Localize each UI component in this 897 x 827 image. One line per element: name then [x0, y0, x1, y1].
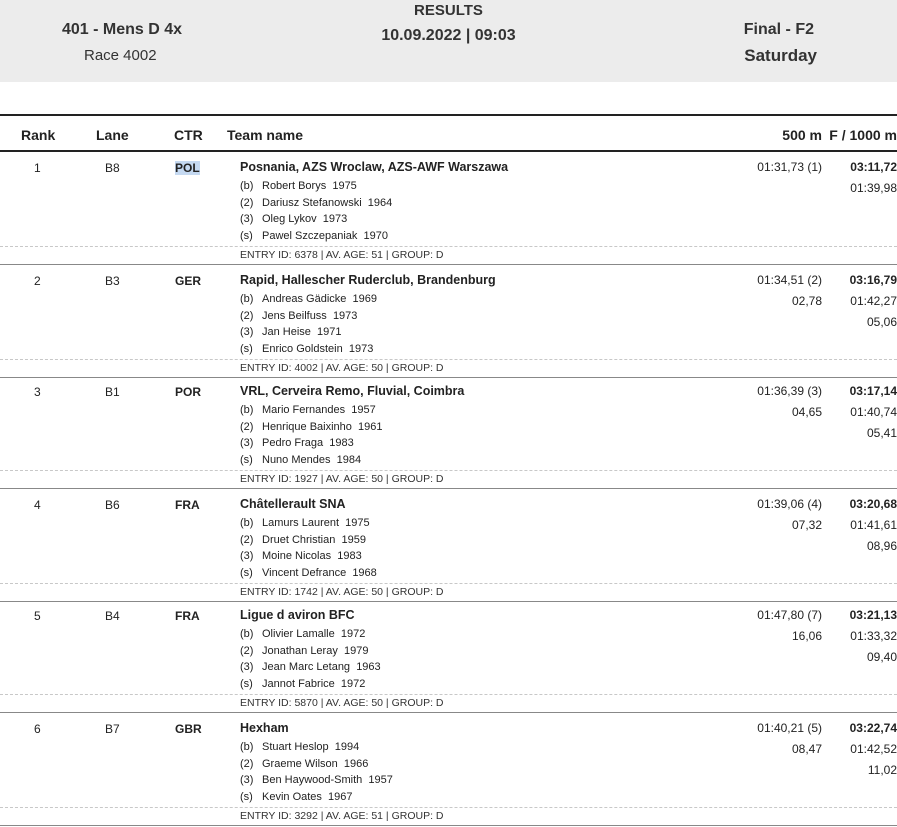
entry-info: ENTRY ID: 6378 | AV. AGE: 51 | GROUP: D [240, 249, 444, 261]
country-code: GER [175, 274, 202, 288]
split-500m [757, 381, 822, 422]
row-divider [0, 359, 897, 360]
country-code: FRA [175, 609, 200, 623]
crew-member [240, 548, 377, 565]
rower-name: Pedro Fraga [262, 437, 324, 449]
table-header [0, 114, 897, 152]
rower-name: Lamurs Laurent [262, 517, 340, 529]
crew-member [240, 178, 392, 195]
entry-info: ENTRY ID: 5870 | AV. AGE: 50 | GROUP: D [240, 697, 444, 709]
finish-value: 01:39,98 [850, 181, 897, 195]
split-500m-value: 01:31,73 (1) [757, 160, 822, 174]
crew-member [240, 435, 383, 452]
crew-member [240, 676, 381, 693]
seat-position: (2) [240, 309, 254, 322]
crew-member [240, 211, 392, 228]
row-divider [0, 583, 897, 584]
birth-year: 1972 [340, 677, 366, 690]
col-lane: Lane [96, 127, 129, 143]
birth-year: 1967 [328, 790, 353, 803]
split-500m [757, 494, 822, 535]
split-500m-value: 08,47 [791, 741, 822, 756]
rower-name: Mario Fernandes [262, 404, 346, 416]
row-divider [0, 807, 897, 808]
crew-member [240, 291, 377, 308]
crew-member [240, 324, 377, 341]
rank: 4 [34, 498, 41, 512]
rank: 6 [34, 722, 41, 736]
crew-member [240, 772, 393, 789]
entry-info: ENTRY ID: 3292 | AV. AGE: 51 | GROUP: D [240, 810, 444, 822]
split-500m [757, 270, 822, 311]
birth-year: 1984 [336, 453, 362, 466]
finish-value: 03:17,14 [849, 384, 897, 398]
finish-value: 03:21,13 [849, 608, 897, 622]
rower-name: Nuno Mendes [262, 453, 331, 466]
rower-name: Graeme Wilson [262, 757, 338, 770]
split-500m-value: 01:36,39 (3) [757, 384, 822, 398]
split-500m-value: 02,78 [791, 293, 822, 308]
split-500m-value: 01:47,80 (7) [757, 608, 822, 622]
race-number: Race 4002 [84, 47, 157, 64]
crew-list [240, 515, 377, 581]
birth-year: 1994 [334, 741, 360, 753]
birth-year: 1970 [363, 229, 388, 242]
rower-name: Stuart Heslop [262, 741, 329, 753]
rower-name: Henrique Baixinho [262, 420, 352, 433]
crew-member [240, 643, 381, 660]
finish-times [850, 381, 897, 444]
split-500m-value: 04,65 [791, 404, 822, 419]
birth-year: 1983 [337, 550, 362, 562]
lane: B7 [105, 722, 120, 736]
birth-year: 1971 [317, 326, 342, 338]
split-500m [757, 718, 822, 759]
results-title: RESULTS [414, 2, 483, 19]
rower-name: Dariusz Stefanowski [262, 196, 362, 209]
seat-position: (3) [240, 661, 254, 673]
crew-list [240, 291, 377, 357]
split-500m [757, 157, 822, 178]
col-500m: 500 m [782, 127, 822, 143]
table-row [0, 489, 897, 601]
rower-name: Ben Haywood-Smith [262, 774, 363, 786]
lane: B4 [105, 609, 120, 623]
seat-position: (b) [240, 517, 254, 529]
crew-member [240, 195, 392, 212]
entry-info: ENTRY ID: 1927 | AV. AGE: 50 | GROUP: D [240, 473, 444, 485]
rank: 5 [34, 609, 41, 623]
seat-position: (b) [240, 741, 254, 753]
table-row [0, 600, 897, 712]
col-team-name: Team name [227, 127, 303, 143]
seat-position: (3) [240, 550, 254, 562]
birth-year: 1983 [329, 437, 354, 449]
rower-name: Robert Borys [262, 180, 327, 192]
rower-name: Olivier Lamalle [262, 628, 335, 640]
seat-position: (b) [240, 180, 254, 192]
lane: B1 [105, 385, 120, 399]
crew-member [240, 452, 383, 469]
rower-name: Enrico Goldstein [262, 342, 343, 355]
crew-member [240, 419, 383, 436]
rower-name: Oleg Lykov [262, 213, 317, 225]
seat-position: (s) [240, 342, 253, 355]
birth-year: 1968 [352, 566, 377, 579]
seat-position: (2) [240, 196, 254, 209]
birth-year: 1975 [332, 180, 357, 192]
results-header [0, 0, 897, 82]
finish-value: 01:33,32 [850, 629, 897, 643]
seat-position: (s) [240, 566, 253, 579]
birth-year: 1969 [352, 293, 377, 305]
lane: B8 [105, 161, 120, 175]
table-row [0, 376, 897, 488]
rank: 2 [34, 274, 41, 288]
finish-value: 05,06 [866, 315, 897, 329]
seat-position: (3) [240, 437, 254, 449]
rower-name: Jonathan Leray [262, 644, 338, 657]
split-500m-value: 16,06 [791, 628, 822, 643]
lane: B6 [105, 498, 120, 512]
crew-member [240, 341, 377, 358]
seat-position: (2) [240, 757, 254, 770]
finish-value: 03:20,68 [849, 497, 897, 511]
entry-info: ENTRY ID: 4002 | AV. AGE: 50 | GROUP: D [240, 362, 444, 374]
finish-value: 11,02 [867, 763, 897, 777]
finish-times [850, 718, 897, 781]
crew-member [240, 565, 377, 582]
finish-value: 03:22,74 [849, 721, 897, 735]
birth-year: 1972 [340, 628, 366, 640]
crew-member [240, 532, 377, 549]
birth-year: 1963 [356, 661, 381, 673]
country-code: GBR [175, 722, 202, 736]
crew-member [240, 308, 377, 325]
col-rank: Rank [21, 127, 56, 143]
rower-name: Vincent Defrance [262, 566, 347, 579]
finish-value: 03:11,72 [850, 160, 897, 174]
seat-position: (s) [240, 677, 253, 690]
seat-position: (2) [240, 644, 254, 657]
split-500m-value: 01:34,51 (2) [757, 273, 822, 287]
split-500m-value: 01:40,21 (5) [757, 721, 822, 735]
finish-value: 08,96 [866, 539, 897, 553]
finish-value: 09,40 [866, 650, 897, 664]
seat-position: (2) [240, 420, 254, 433]
seat-position: (3) [240, 326, 254, 338]
split-500m-value: 07,32 [791, 517, 822, 532]
crew-list [240, 626, 381, 692]
rower-name: Druet Christian [262, 533, 336, 546]
birth-year: 1959 [341, 533, 366, 546]
country-code: POL [175, 161, 200, 175]
finish-times [850, 270, 897, 333]
seat-position: (3) [240, 213, 254, 225]
race-datetime: 10.09.2022 | 09:03 [381, 27, 516, 44]
seat-position: (s) [240, 453, 253, 466]
finish-times [850, 157, 897, 199]
finish-value: 05,41 [866, 426, 897, 440]
table-row [0, 152, 897, 264]
table-row [0, 713, 897, 825]
table-row [0, 265, 897, 377]
finish-times [850, 494, 897, 557]
crew-member [240, 626, 381, 643]
crew-member [240, 515, 377, 532]
rower-name: Jannot Fabrice [262, 677, 335, 690]
rower-name: Moine Nicolas [262, 550, 332, 562]
birth-year: 1964 [367, 196, 393, 209]
team-name: Posnania, AZS Wroclaw, AZS-AWF Warszawa [240, 160, 509, 174]
team-name: VRL, Cerveira Remo, Fluvial, Coimbra [240, 384, 465, 398]
row-divider [0, 694, 897, 695]
col-finish: F / 1000 m [829, 127, 897, 143]
rower-name: Pawel Szczepaniak [262, 229, 358, 242]
birth-year: 1966 [343, 757, 369, 770]
team-name: Hexham [240, 721, 289, 735]
rank: 1 [34, 161, 41, 175]
birth-year: 1973 [322, 213, 348, 225]
country-code: POR [175, 385, 202, 399]
rower-name: Jan Heise [262, 326, 311, 338]
birth-year: 1957 [351, 404, 376, 416]
finish-times [850, 605, 897, 668]
rower-name: Jean Marc Letang [262, 661, 351, 673]
event-title: 401 - Mens D 4x [62, 21, 183, 38]
seat-position: (3) [240, 774, 254, 786]
rank: 3 [34, 385, 41, 399]
crew-member [240, 402, 383, 419]
rower-name: Andreas Gädicke [262, 293, 347, 305]
crew-list [240, 178, 392, 244]
crew-member [240, 228, 392, 245]
crew-list [240, 739, 393, 805]
finish-value: 01:42,52 [850, 742, 897, 756]
rower-name: Jens Beilfuss [262, 309, 327, 322]
crew-member [240, 756, 393, 773]
race-day: Saturday [744, 46, 817, 65]
team-name: Rapid, Hallescher Ruderclub, Brandenburg [240, 273, 496, 287]
team-name: Ligue d aviron BFC [240, 608, 355, 622]
birth-year: 1973 [332, 309, 358, 322]
row-separator [0, 825, 897, 826]
finish-value: 01:42,27 [850, 294, 897, 308]
crew-member [240, 659, 381, 676]
seat-position: (s) [240, 790, 253, 803]
seat-position: (2) [240, 533, 254, 546]
crew-list [240, 402, 383, 468]
birth-year: 1957 [368, 774, 393, 786]
rower-name: Kevin Oates [262, 790, 322, 803]
birth-year: 1979 [343, 644, 369, 657]
entry-info: ENTRY ID: 1742 | AV. AGE: 50 | GROUP: D [240, 586, 444, 598]
finish-value: 03:16,79 [849, 273, 897, 287]
country-code: FRA [175, 498, 200, 512]
finish-value: 01:40,74 [850, 405, 897, 419]
lane: B3 [105, 274, 120, 288]
team-name: Châtellerault SNA [240, 497, 346, 511]
birth-year: 1975 [345, 517, 370, 529]
split-500m-value: 01:39,06 (4) [757, 497, 822, 511]
seat-position: (b) [240, 293, 254, 305]
seat-position: (b) [240, 628, 254, 640]
split-500m [757, 605, 822, 646]
finish-value: 01:41,61 [850, 518, 897, 532]
race-phase: Final - F2 [743, 21, 814, 38]
crew-member [240, 739, 393, 756]
birth-year: 1973 [348, 342, 374, 355]
seat-position: (b) [240, 404, 254, 416]
col-ctr: CTR [174, 127, 203, 143]
crew-member [240, 789, 393, 806]
seat-position: (s) [240, 229, 253, 242]
row-divider [0, 246, 897, 247]
birth-year: 1961 [358, 420, 383, 433]
row-divider [0, 470, 897, 471]
